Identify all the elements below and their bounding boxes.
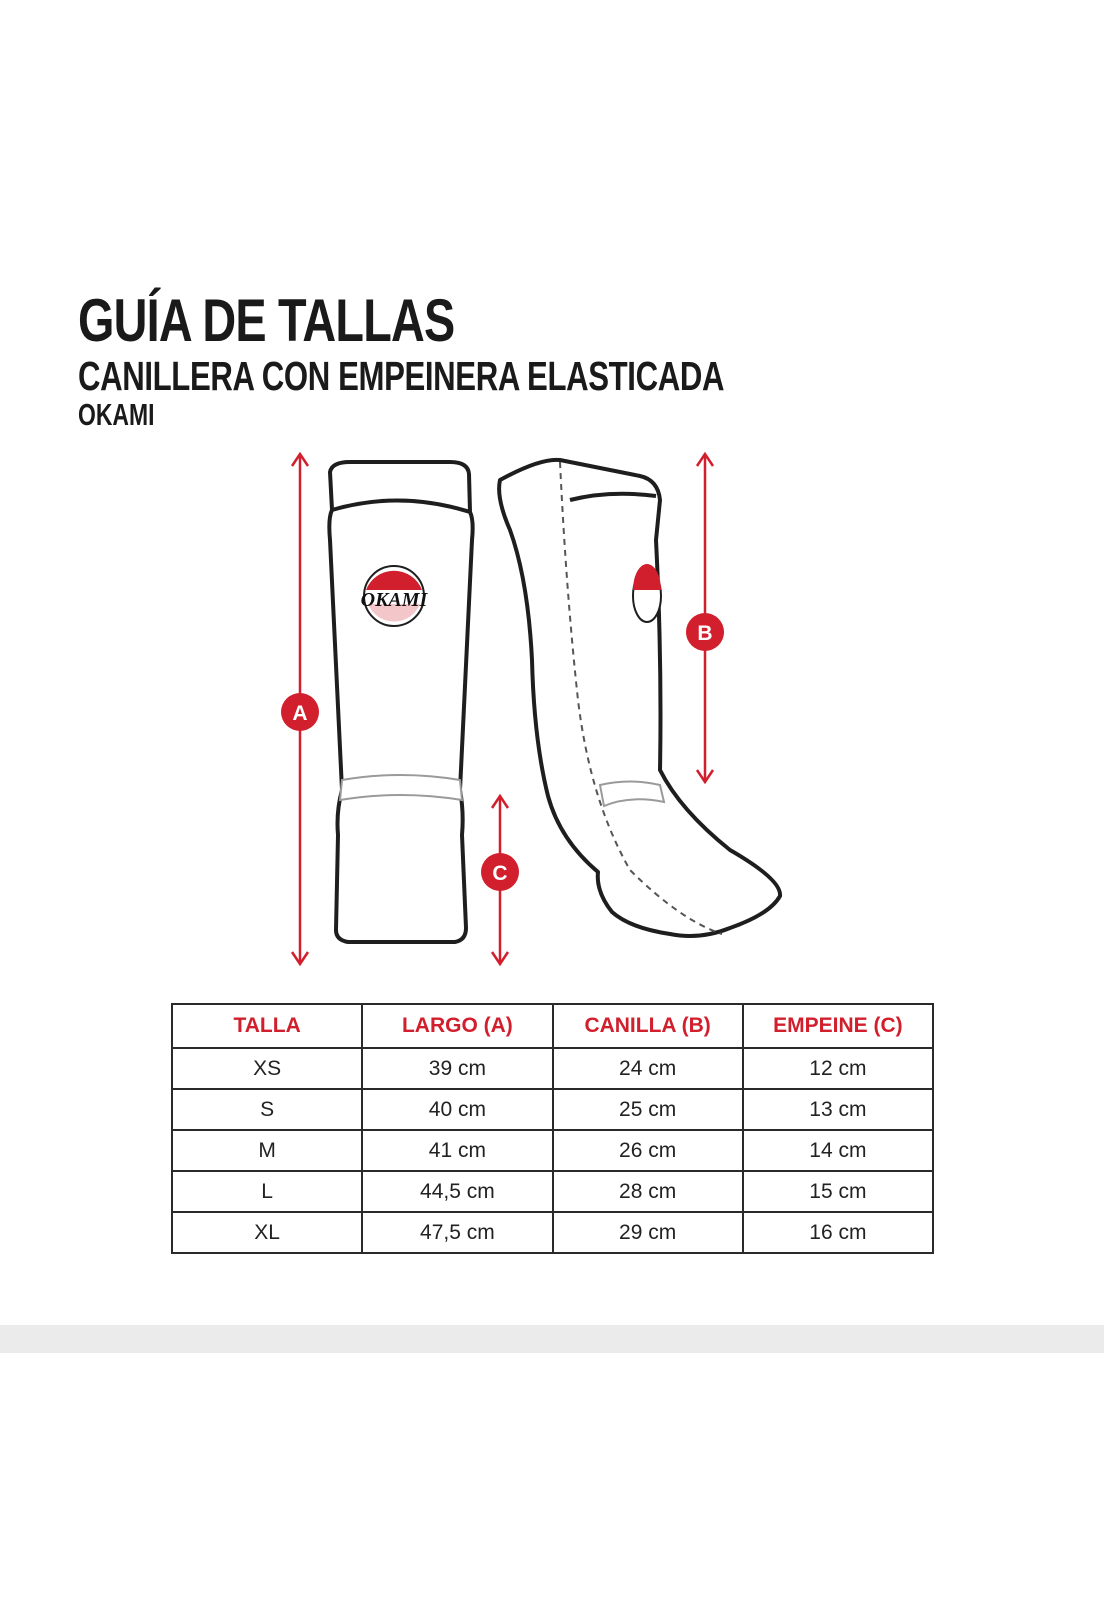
cell-empeine: 15 cm	[743, 1171, 933, 1212]
label-c: C	[492, 862, 508, 885]
header-canilla: CANILLA (B)	[553, 1004, 743, 1048]
shin-guard-diagram	[0, 440, 1104, 980]
cell-talla: XL	[172, 1212, 362, 1253]
label-a: A	[292, 702, 308, 725]
header-talla: TALLA	[172, 1004, 362, 1048]
cell-talla: XS	[172, 1048, 362, 1089]
header-empeine: EMPEINE (C)	[743, 1004, 933, 1048]
cell-largo: 39 cm	[362, 1048, 552, 1089]
cell-talla: S	[172, 1089, 362, 1130]
size-table	[171, 1003, 934, 1254]
cell-empeine: 12 cm	[743, 1048, 933, 1089]
cell-largo: 41 cm	[362, 1130, 552, 1171]
label-b-badge	[686, 613, 724, 651]
page-title: GUÍA DE TALLAS	[78, 287, 455, 354]
cell-canilla: 26 cm	[553, 1130, 743, 1171]
product-subtitle: CANILLERA CON EMPEINERA ELASTICADA	[78, 353, 725, 399]
cell-largo: 47,5 cm	[362, 1212, 552, 1253]
title-block	[78, 287, 928, 432]
cell-largo: 44,5 cm	[362, 1171, 552, 1212]
cell-talla: L	[172, 1171, 362, 1212]
front-logo-text: OKAMI	[360, 589, 428, 611]
label-b: B	[697, 622, 713, 645]
table-row	[172, 1048, 933, 1089]
cell-canilla: 25 cm	[553, 1089, 743, 1130]
side-logo-icon	[633, 564, 661, 622]
cell-talla: M	[172, 1130, 362, 1171]
header-largo: LARGO (A)	[362, 1004, 552, 1048]
table-header-row	[172, 1004, 933, 1048]
table-row	[172, 1089, 933, 1130]
footer-band	[0, 1325, 1104, 1353]
label-a-badge	[281, 693, 319, 731]
brand-name: OKAMI	[78, 397, 155, 432]
cell-canilla: 28 cm	[553, 1171, 743, 1212]
cell-largo: 40 cm	[362, 1089, 552, 1130]
cell-empeine: 16 cm	[743, 1212, 933, 1253]
table-row	[172, 1212, 933, 1253]
cell-empeine: 14 cm	[743, 1130, 933, 1171]
cell-empeine: 13 cm	[743, 1089, 933, 1130]
side-view-shin-guard	[499, 460, 780, 936]
label-c-badge	[481, 853, 519, 891]
table-row	[172, 1171, 933, 1212]
cell-canilla: 24 cm	[553, 1048, 743, 1089]
cell-canilla: 29 cm	[553, 1212, 743, 1253]
table-row	[172, 1130, 933, 1171]
front-view-shin-guard	[329, 462, 472, 942]
